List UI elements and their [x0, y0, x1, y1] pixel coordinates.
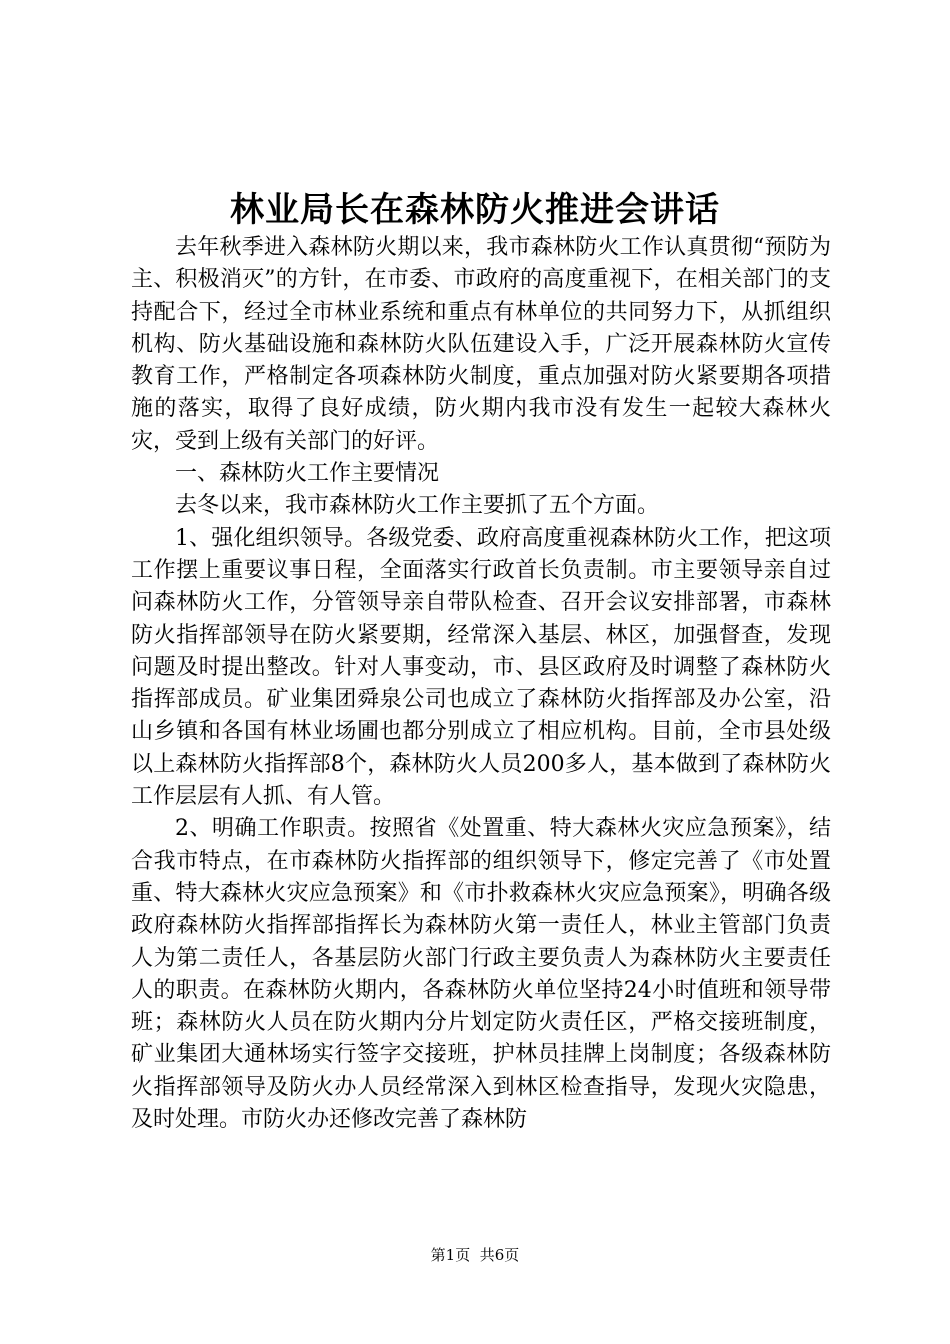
document-title: 林业局长在森林防火推进会讲话 [230, 190, 720, 230]
paragraph-summary: 去冬以来，我市森林防火工作主要抓了五个方面。 [175, 493, 660, 519]
paragraph-intro: 去年秋季进入森林防火期以来，我市森林防火工作认真贯彻“预防为主、积极消灭”的方针，在市委、市政府的高度重视下，在相关部门的支持配合下，经过全市林业系统和重点有林单位的共同努力下，从抓组织机构、防火基础设施和森林防火队伍建设入手，广泛开展森林防火宣传教育工作，严格制定各项森林防火制度，重点加强对防火紧要期各项措施的落实，取得了良好成绩，防火期内我市没有发生一起较大森林火灾，受到上级有关部门的好评。 [131, 235, 831, 454]
page-total: 共6页 [479, 1246, 520, 1264]
page-number: 第1页 [430, 1246, 471, 1264]
section-heading: 一、森林防火工作主要情况 [175, 461, 440, 487]
footer-spacer [470, 1246, 480, 1264]
document-body [131, 232, 831, 1136]
page-footer [0, 1244, 950, 1266]
paragraph-item-1: 1、强化组织领导。各级党委、政府高度重视森林防火工作，把这项工作摆上重要议事日程，全面落实行政首长负责制。市主要领导亲自过问森林防火工作，分管领导亲自带队检查、召开会议安排部署，市森林防火指挥部领导在防火紧要期，经常深入基层、林区，加强督查，发现问题及时提出整改。针对人事变动，市、县区政府及时调整了森林防火指挥部成员。矿业集团舜泉公司也成立了森林防火指挥部及办公室，沿山乡镇和各国有林业场圃也都分别成立了相应机构。目前，全市县处级以上森林防火指挥部8个，森林防火人员200多人，基本做到了森林防火工作层层有人抓、有人管。 [131, 525, 831, 810]
paragraph-item-2: 2、明确工作职责。按照省《处置重、特大森林火灾应急预案》，结合我市特点，在市森林防火指挥部的组织领导下，修定完善了《市处置重、特大森林火灾应急预案》和《市扑救森林火灾应急预案》，明确各级政府森林防火指挥部指挥长为森林防火第一责任人，林业主管部门负责人为第二责任人，各基层防火部门行政主要负责人为森林防火主要责任人的职责。在森林防火期内，各森林防火单位坚持24小时值班和领导带班；森林防火人员在防火期内分片划定防火责任区，严格交接班制度，矿业集团大通林场实行签字交接班，护林员挂牌上岗制度；各级森林防火指挥部领导及防火办人员经常深入到林区检查指导，发现火灾隐患，及时处理。市防火办还修改完善了森林防 [131, 816, 831, 1133]
